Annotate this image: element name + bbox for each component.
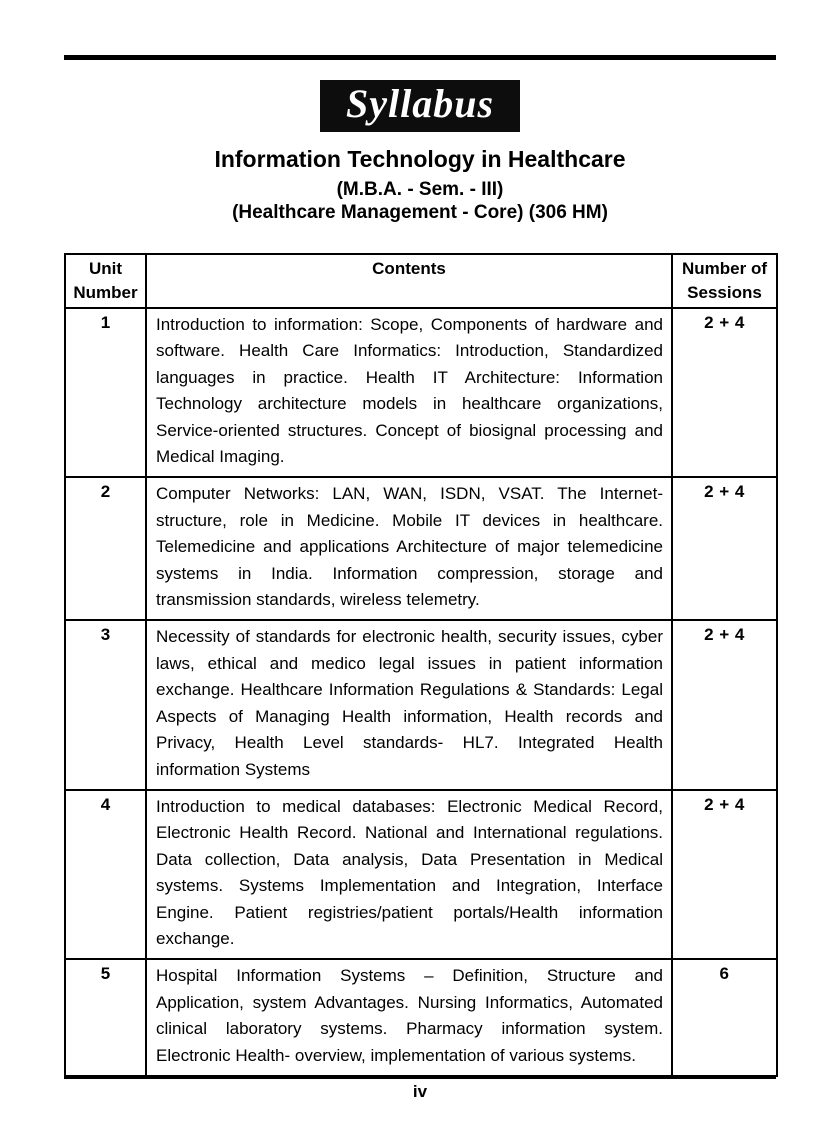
syllabus-banner-box xyxy=(320,80,520,132)
table-row xyxy=(65,620,777,789)
header-unit-number: Unit Number xyxy=(65,254,146,308)
header-number-of-sessions: Number of Sessions xyxy=(672,254,777,308)
table-row xyxy=(65,477,777,620)
sessions-cell: 2 + 4 xyxy=(672,620,777,789)
sessions-cell: 2 + 4 xyxy=(672,308,777,477)
sessions-cell: 2 + 4 xyxy=(672,790,777,959)
unit-number-cell: 4 xyxy=(65,790,146,959)
contents-cell: Introduction to medical databases: Electronic Medical Record, Electronic Health Record. National and International regulations. Data collection, Data analysis, Data Presentation in Medical systems. Systems Implementation and Integration, Interface Engine. Patient registries/patient portals/Health information exchange. xyxy=(146,790,672,959)
sessions-cell: 2 + 4 xyxy=(672,477,777,620)
syllabus-banner-label: Syllabus xyxy=(345,81,495,126)
page-number: iv xyxy=(412,1082,428,1101)
syllabus-table xyxy=(64,253,778,1077)
table-row xyxy=(65,790,777,959)
title-block xyxy=(0,146,840,224)
table-header-row xyxy=(65,254,777,308)
course-subtitle-code: (Healthcare Management - Core) (306 HM) xyxy=(232,202,608,223)
syllabus-banner xyxy=(0,80,840,132)
contents-cell: Introduction to information: Scope, Components of hardware and software. Health Care Informatics: Introduction, Standardized languages in practice. Health IT Architecture: Information Technology architecture models in healthcare organizations, Service-oriented structures. Concept of biosignal processing and Medical Imaging. xyxy=(146,308,672,477)
unit-number-cell: 5 xyxy=(65,959,146,1076)
sessions-cell: 6 xyxy=(672,959,777,1076)
course-subtitle-program: (M.B.A. - Sem. - III) xyxy=(336,179,504,200)
contents-cell: Necessity of standards for electronic health, security issues, cyber laws, ethical and medico legal issues in patient information exchange. Healthcare Information Regulations & Standards: Legal Aspects of Managing Health information, Health records and Privacy, Health Level standards- HL7. Integrated Health information Systems xyxy=(146,620,672,789)
table-row xyxy=(65,308,777,477)
top-rule xyxy=(64,55,776,60)
unit-number-cell: 1 xyxy=(65,308,146,477)
table-body xyxy=(65,308,777,1076)
course-title: Information Technology in Healthcare xyxy=(214,146,626,172)
footer-rule xyxy=(64,1075,776,1079)
contents-cell: Computer Networks: LAN, WAN, ISDN, VSAT. The Internet- structure, role in Medicine. Mobile IT devices in healthcare. Telemedicine and applications Architecture of major telemedicine systems in India. Information compression, storage and transmission standards, wireless telemetry. xyxy=(146,477,672,620)
unit-number-cell: 2 xyxy=(65,477,146,620)
table-row xyxy=(65,959,777,1076)
header-contents: Contents xyxy=(146,254,672,308)
unit-number-cell: 3 xyxy=(65,620,146,789)
contents-cell: Hospital Information Systems – Definition, Structure and Application, system Advantages. Nursing Informatics, Automated clinical laboratory systems. Pharmacy information system. Electronic Health- overview, implementation of various systems. xyxy=(146,959,672,1076)
